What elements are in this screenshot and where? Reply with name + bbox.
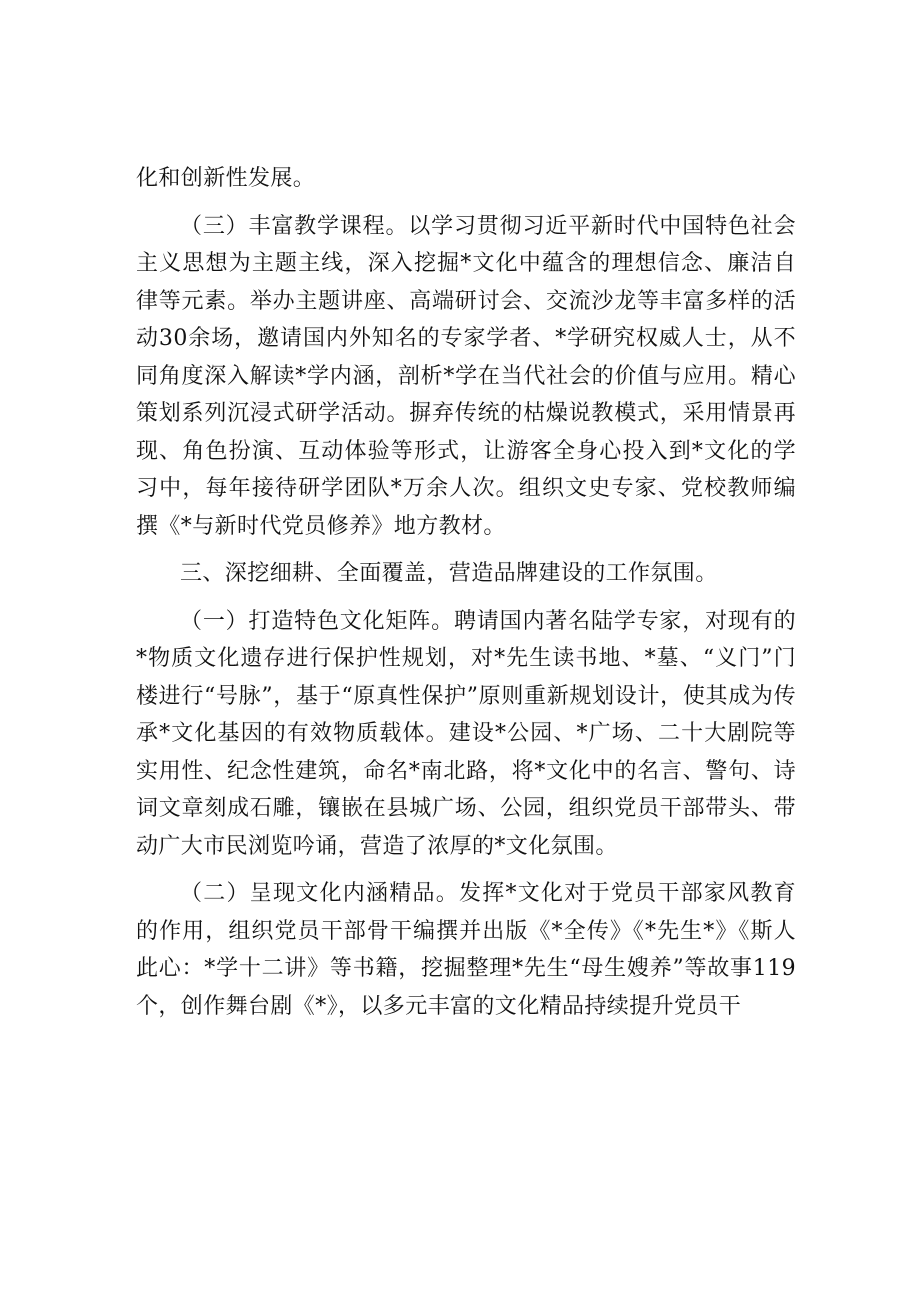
section-heading-three: 三、深挖细耕、全面覆盖，营造品牌建设的工作氛围。 bbox=[180, 561, 718, 586]
paragraph-culture-works: （二）呈现文化内涵精品。发挥*文化对于党员干部家风教育的作用，组织党员干部骨干编撰并出版《*全传》《*先生*》《斯人此心：*学十二讲》等书籍，挖掘整理*先生“母生嫂养”等故事119个，创作舞台剧《*》，以多元丰富的文化精品持续提升党员干 bbox=[136, 881, 796, 1019]
paragraph-continuation: 化和创新性发展。 bbox=[136, 166, 316, 191]
paragraph-culture-matrix: （一）打造特色文化矩阵。聘请国内著名陆学专家，对现有的*物质文化遗存进行保护性规划，对*先生读书地、*墓、“义门”门楼进行“号脉”，基于“原真性保护”原则重新规划设计，使其成为传承*文化基因的有效物质载体。建设*公园、*广场、二十大剧院等实用性、纪念性建筑，命名*南北路，将*文化中的名言、警句、诗词文章刻成石雕，镶嵌在县城广场、公园，组织党员干部带头、带动广大市民浏览吟诵，营造了浓厚的*文化氛围。 bbox=[136, 608, 796, 859]
document-body bbox=[136, 160, 796, 1025]
paragraph-enrich-curriculum: （三）丰富教学课程。以学习贯彻习近平新时代中国特色社会主义思想为主题主线，深入挖掘*文化中蕴含的理想信念、廉洁自律等元素。举办主题讲座、高端研讨会、交流沙龙等丰富多样的活动30余场，邀请国内外知名的专家学者、*学研究权威人士，从不同角度深入解读*学内涵，剖析*学在当代社会的价值与应用。精心策划系列沉浸式研学活动。摒弃传统的枯燥说教模式，采用情景再现、角色扮演、互动体验等形式，让游客全身心投入到*文化的学习中，每年接待研学团队*万余人次。组织文史专家、党校教师编撰《*与新时代党员修养》地方教材。 bbox=[136, 213, 796, 539]
